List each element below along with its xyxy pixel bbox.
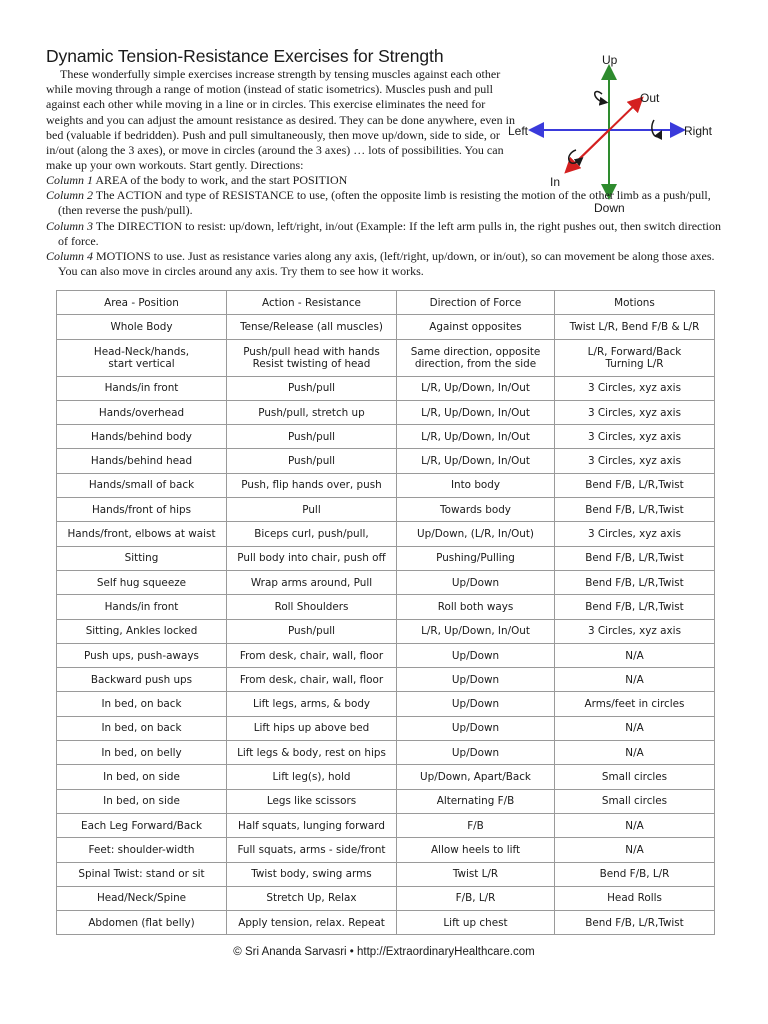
cell-direction-of-force: Up/Down, Apart/Back [397,765,555,789]
exercise-table-container [56,290,714,935]
cell-direction-of-force: Towards body [397,498,555,522]
cell-direction-of-force: Same direction, opposite direction, from the side [397,339,555,376]
cell-action-resistance: Pull body into chair, push off [227,546,397,570]
cell-action-resistance: Roll Shoulders [227,595,397,619]
cell-area-position: Hands/small of back [57,473,227,497]
axis-label-in: In [550,175,561,189]
header-direction-of-force: Direction of Force [397,291,555,315]
cell-motions: Bend F/B, L/R,Twist [555,546,715,570]
cell-area-position: Abdomen (flat belly) [57,911,227,935]
rotation-right-icon [652,120,660,137]
cell-motions: 3 Circles, xyz axis [555,449,715,473]
cell-action-resistance: Apply tension, relax. Repeat [227,911,397,935]
cell-action-resistance: Lift legs & body, rest on hips [227,741,397,765]
cell-area-position: In bed, on back [57,716,227,740]
cell-area-position: Head-Neck/hands, start vertical [57,339,227,376]
cell-action-resistance: Tense/Release (all muscles) [227,315,397,339]
table-row [57,522,715,546]
cell-motions: 3 Circles, xyz axis [555,400,715,424]
cell-area-position: Hands/behind head [57,449,227,473]
intro-paragraph: These wonderfully simple exercises increase strength by tensing muscles against each other while moving through a range of motion (instead of static isometrics). Muscles push and pull against each other while moving in a line or in circles. This exercise eliminates the need for weights and you can adjust the amount resistance as desired. They can be done anywhere, even in bed (valuable if bedridden). Push and pull simultaneously, then move up/down, side to side, or in/out (along the 3 axes), or move in circles (around the 3 axes) … lots of possibilities. You can make up your own workouts. Start gently. Directions: [46,67,515,173]
cell-motions: N/A [555,813,715,837]
directions-list [46,173,726,279]
table-row [57,425,715,449]
table-row [57,838,715,862]
cell-motions: 3 Circles, xyz axis [555,376,715,400]
cell-motions: N/A [555,838,715,862]
cell-area-position: Feet: shoulder-width [57,838,227,862]
cell-action-resistance: Full squats, arms - side/front [227,838,397,862]
table-row [57,473,715,497]
cell-action-resistance: Lift legs, arms, & body [227,692,397,716]
cell-motions: N/A [555,668,715,692]
cell-area-position: Push ups, push-aways [57,643,227,667]
cell-direction-of-force: Alternating F/B [397,789,555,813]
axis-label-out: Out [640,91,660,105]
table-row [57,595,715,619]
cell-motions: N/A [555,643,715,667]
table-row [57,643,715,667]
cell-direction-of-force: F/B [397,813,555,837]
cell-direction-of-force: Allow heels to lift [397,838,555,862]
cell-action-resistance: Biceps curl, push/pull, [227,522,397,546]
cell-motions: Bend F/B, L/R,Twist [555,595,715,619]
cell-direction-of-force: Twist L/R [397,862,555,886]
exercise-table [56,290,715,935]
cell-area-position: Hands/front, elbows at waist [57,522,227,546]
table-row [57,498,715,522]
table-row [57,692,715,716]
cell-action-resistance: From desk, chair, wall, floor [227,668,397,692]
axis-label-up: Up [602,53,618,67]
table-row [57,668,715,692]
axis-label-down: Down [594,201,625,215]
cell-direction-of-force: Up/Down [397,570,555,594]
cell-area-position: Sitting, Ankles locked [57,619,227,643]
cell-motions: 3 Circles, xyz axis [555,425,715,449]
cell-direction-of-force: Up/Down [397,643,555,667]
cell-area-position: Hands/in front [57,376,227,400]
cell-area-position: In bed, on belly [57,741,227,765]
cell-area-position: Hands/in front [57,595,227,619]
cell-action-resistance: Half squats, lunging forward [227,813,397,837]
cell-direction-of-force: Against opposites [397,315,555,339]
cell-direction-of-force: Pushing/Pulling [397,546,555,570]
cell-motions: L/R, Forward/Back Turning L/R [555,339,715,376]
cell-action-resistance: Push/pull head with hands Resist twisting of head [227,339,397,376]
table-row [57,911,715,935]
header-motions: Motions [555,291,715,315]
cell-direction-of-force: Up/Down [397,668,555,692]
cell-area-position: Backward push ups [57,668,227,692]
cell-motions: Bend F/B, L/R [555,862,715,886]
cell-action-resistance: Lift leg(s), hold [227,765,397,789]
direction-column-1: Column 1 AREA of the body to work, and the start POSITION [46,173,348,187]
cell-direction-of-force: L/R, Up/Down, In/Out [397,400,555,424]
table-header-row [57,291,715,315]
cell-area-position: Whole Body [57,315,227,339]
cell-area-position: Self hug squeeze [57,570,227,594]
cell-action-resistance: Push/pull [227,449,397,473]
cell-area-position: In bed, on back [57,692,227,716]
table-row [57,886,715,910]
direction-column-2: Column 2 The ACTION and type of RESISTANCE to use, (often the opposite limb is resisting the motion of the other limb as a push/pull, (then reverse the push/pull). [46,188,711,218]
table-row [57,400,715,424]
cell-motions: N/A [555,716,715,740]
table-row [57,376,715,400]
table-row [57,315,715,339]
rotation-in-icon [569,150,580,163]
cell-direction-of-force: L/R, Up/Down, In/Out [397,619,555,643]
cell-direction-of-force: L/R, Up/Down, In/Out [397,425,555,449]
page-title: Dynamic Tension-Resistance Exercises for Strength [46,46,444,66]
cell-motions: 3 Circles, xyz axis [555,619,715,643]
cell-direction-of-force: F/B, L/R [397,886,555,910]
cell-direction-of-force: Roll both ways [397,595,555,619]
cell-motions: Small circles [555,789,715,813]
header-area-position: Area - Position [57,291,227,315]
cell-action-resistance: Legs like scissors [227,789,397,813]
cell-motions: Twist L/R, Bend F/B & L/R [555,315,715,339]
cell-motions: Bend F/B, L/R,Twist [555,498,715,522]
axis-label-right: Right [684,124,713,138]
cell-motions: Arms/feet in circles [555,692,715,716]
cell-action-resistance: Push/pull [227,376,397,400]
table-row [57,619,715,643]
table-row [57,789,715,813]
cell-action-resistance: From desk, chair, wall, floor [227,643,397,667]
direction-column-3: Column 3 The DIRECTION to resist: up/down, left/right, in/out (Example: If the left arm pulls in, the right pushes out, then switch direction of force. [46,218,722,248]
cell-motions: Head Rolls [555,886,715,910]
cell-action-resistance: Wrap arms around, Pull [227,570,397,594]
cell-motions: Bend F/B, L/R,Twist [555,473,715,497]
table-row [57,741,715,765]
cell-motions: Bend F/B, L/R,Twist [555,570,715,594]
cell-direction-of-force: Up/Down, (L/R, In/Out) [397,522,555,546]
cell-action-resistance: Push, flip hands over, push [227,473,397,497]
cell-direction-of-force: L/R, Up/Down, In/Out [397,449,555,473]
cell-direction-of-force: Up/Down [397,692,555,716]
cell-area-position: Each Leg Forward/Back [57,813,227,837]
cell-direction-of-force: Up/Down [397,716,555,740]
table-row [57,449,715,473]
table-row [57,813,715,837]
table-row [57,862,715,886]
cell-action-resistance: Twist body, swing arms [227,862,397,886]
header-action-resistance: Action - Resistance [227,291,397,315]
cell-motions: 3 Circles, xyz axis [555,522,715,546]
cell-area-position: Hands/front of hips [57,498,227,522]
cell-direction-of-force: Lift up chest [397,911,555,935]
cell-action-resistance: Push/pull [227,619,397,643]
table-row [57,570,715,594]
cell-direction-of-force: Up/Down [397,741,555,765]
axis-label-left: Left [508,124,529,138]
cell-direction-of-force: Into body [397,473,555,497]
cell-motions: Small circles [555,765,715,789]
cell-motions: N/A [555,741,715,765]
cell-area-position: Head/Neck/Spine [57,886,227,910]
table-row [57,339,715,376]
cell-area-position: Hands/behind body [57,425,227,449]
table-body [57,315,715,935]
cell-action-resistance: Push/pull, stretch up [227,400,397,424]
cell-action-resistance: Lift hips up above bed [227,716,397,740]
direction-column-4: Column 4 MOTIONS to use. Just as resistance varies along any axis, (left/right, up/down, or in/out), so can movement be along those axes. You can also move in circles around any axis. Try them to see how it works. [46,249,715,279]
cell-action-resistance: Stretch Up, Relax [227,886,397,910]
table-row [57,716,715,740]
cell-area-position: In bed, on side [57,789,227,813]
cell-area-position: In bed, on side [57,765,227,789]
table-row [57,765,715,789]
table-row [57,546,715,570]
cell-area-position: Hands/overhead [57,400,227,424]
cell-area-position: Spinal Twist: stand or sit [57,862,227,886]
cell-area-position: Sitting [57,546,227,570]
rotation-up-icon [595,92,604,102]
cell-motions: Bend F/B, L/R,Twist [555,911,715,935]
cell-action-resistance: Push/pull [227,425,397,449]
footer-credit: © Sri Ananda Sarvasri • http://ExtraordinaryHealthcare.com [233,946,535,958]
cell-direction-of-force: L/R, Up/Down, In/Out [397,376,555,400]
cell-action-resistance: Pull [227,498,397,522]
